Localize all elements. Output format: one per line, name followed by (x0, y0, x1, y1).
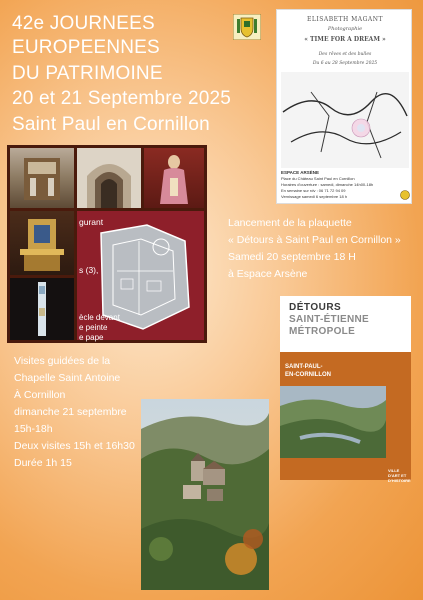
launch-line-3: Samedi 20 septembre 18 H (228, 251, 356, 263)
exhibition-poster (276, 9, 412, 204)
poster-venue-address: Place du Château Saint Paul en Cornillon (281, 176, 355, 181)
booklet-heading-2: SAINT-ÉTIENNE (289, 314, 370, 325)
detours-booklet-cover (280, 296, 411, 483)
booklet-place-1: SAINT-PAUL- (285, 364, 323, 370)
sign-text-5: e pape (79, 333, 104, 342)
poster-artist: ELISABETH MAGANT (307, 16, 383, 23)
poster-venue-block (281, 170, 409, 200)
poster-vernissage: Vernissage samedi 6 septembre 18 h (281, 194, 348, 199)
village-photo (141, 399, 269, 590)
poster-emblem-icon (400, 190, 410, 200)
visits-line-4: dimanche 21 septembre (14, 406, 127, 418)
poster-subtitle: Photographie (327, 26, 363, 32)
stone-arch-photo (77, 148, 141, 208)
launch-line-1: Lancement de la plaquette (228, 217, 352, 229)
sign-text-3: ècle devant (79, 313, 120, 322)
title-line-4: 20 et 21 Septembre 2025 (12, 88, 232, 109)
organ-photo (10, 148, 74, 208)
launch-line-4: à Espace Arsène (228, 268, 308, 280)
booklet-place-2: EN-CORNILLON (285, 372, 331, 378)
booklet-label: VILLE D'ART ET D'HISTOIRE (388, 468, 411, 483)
title-line-5: Saint Paul en Cornillon (12, 114, 210, 135)
booklet-heading-1: DÉTOURS (289, 302, 342, 313)
photo-collage (7, 145, 207, 343)
sign-text-1: gurant (79, 217, 104, 227)
visits-line-3: À Cornillon (14, 389, 66, 401)
title-line-2: EUROPEENNES (12, 37, 160, 58)
poster-tagline: Des rêves et des bulles (318, 52, 372, 57)
launch-line-2: « Détours à Saint Paul en Cornillon » (228, 234, 401, 246)
statue-photo (144, 148, 204, 208)
visits-line-7: Durée 1h 15 (14, 457, 72, 469)
dream-photo (281, 72, 409, 168)
visits-line-6: Deux visites 15h et 16h30 (14, 440, 135, 452)
coat-of-arms-logo (233, 14, 261, 40)
booklet-heading-3: MÉTROPOLE (289, 326, 356, 337)
poster-title: « TIME FOR A DREAM » (304, 36, 386, 43)
altar-photo (10, 211, 74, 275)
sign-text-2: s (3), (79, 265, 99, 275)
title-line-1: 42e JOURNEES (12, 13, 155, 34)
booklet-photo-panel (280, 352, 411, 483)
poster-dates: Du 6 au 28 Septembre 2025 (312, 61, 378, 66)
visits-line-5: 15h-18h (14, 423, 53, 435)
poster-phone: En semaine sur rdv : 06 71 72 94 09 (281, 188, 346, 193)
visits-line-2: Chapelle Saint Antoine (14, 372, 121, 384)
sign-text-4: e peinte (79, 323, 108, 332)
stained-glass-photo (10, 278, 74, 340)
poster-venue-title: ESPACE ARSÈNE (281, 170, 320, 175)
title-line-3: DU PATRIMOINE (12, 63, 163, 84)
visits-line-1: Visites guidées de la (14, 355, 111, 367)
booklet-landscape-photo (280, 386, 386, 458)
poster-hours: Horaires d'ouverture : samedi, dimanche 14h00-18h (281, 182, 374, 187)
